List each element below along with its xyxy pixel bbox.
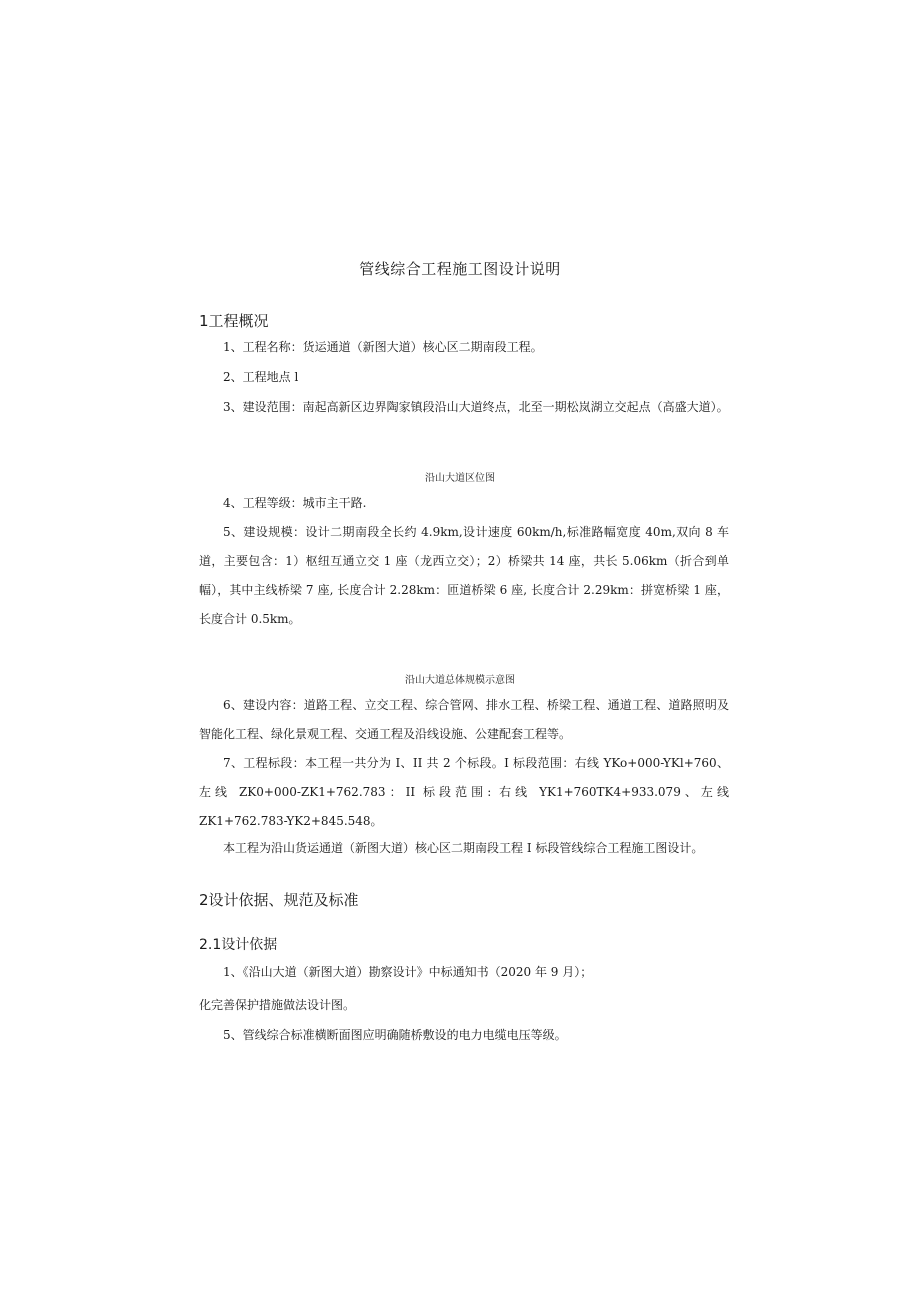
section-2-1-heading: 2.1设计依据: [199, 937, 278, 953]
figure-caption-overall-scale: 沿山大道总体规模示意图: [405, 675, 515, 686]
document-title: 管线综合工程施工图设计说明: [359, 260, 561, 278]
project-summary: 本工程为沿山货运通道（新图大道）核心区二期南段工程 I 标段管线综合工程施工图设计。: [223, 841, 704, 855]
item-project-sections: 7、工程标段：本工程一共分为 I、II 共 2 个标段。I 标段范围：右线 YKo+000-YKl+760、左线 ZK0+000-ZK1+762.783：II 标段范围: 右线 YK1+760TK4+933.079、左线 ZK1+762.783-YK2+845.548。: [199, 756, 729, 828]
item-construction-scale: 5、建设规模：设计二期南段全长约 4.9km,设计速度 60km∕h,标准路幅宽度 40m,双向 8 车道，主要包含：1）枢纽互通立交 1 座（龙西立交）；2）桥梁共 14 座，共长 5.06km（折合到单幅），其中主线桥梁 7 座, 长度合计 2.28km：匝道桥梁 6 座, 长度合计 2.29km：拼宽桥梁 1 座，长度合计 0.5km。: [199, 525, 729, 626]
figure-caption-location-map: 沿山大道区位图: [425, 473, 495, 484]
item-project-grade: 4、工程等级：城市主干路.: [223, 496, 367, 510]
basis-item-1: 1、《沿山大道（新图大道）勘察设计》中标通知书（2020 年 9 月）；: [223, 965, 593, 979]
item-project-name: 1、工程名称：货运通道（新图大道）核心区二期南段工程。: [223, 340, 543, 354]
item-project-location: 2、工程地点 l: [223, 370, 299, 384]
item-construction-content: 6、建设内容：道路工程、立交工程、综合管网、排水工程、桥梁工程、通道工程、道路照明及智能化工程、绿化景观工程、交通工程及沿线设施、公建配套工程等。: [199, 698, 729, 741]
basis-item-5: 5、管线综合标准横断面图应明确随桥敷设的电力电缆电压等级。: [223, 1028, 567, 1042]
basis-fragment: 化完善保护措施做法设计图。: [199, 998, 356, 1012]
section-2-heading: 2设计依据、规范及标准: [199, 891, 359, 909]
item-construction-scope: 3、建设范围：南起高新区边界陶家镇段沿山大道终点，北至一期松岚湖立交起点（高盛大道）。: [223, 400, 729, 414]
section-1-heading: 1工程概况: [199, 312, 269, 330]
